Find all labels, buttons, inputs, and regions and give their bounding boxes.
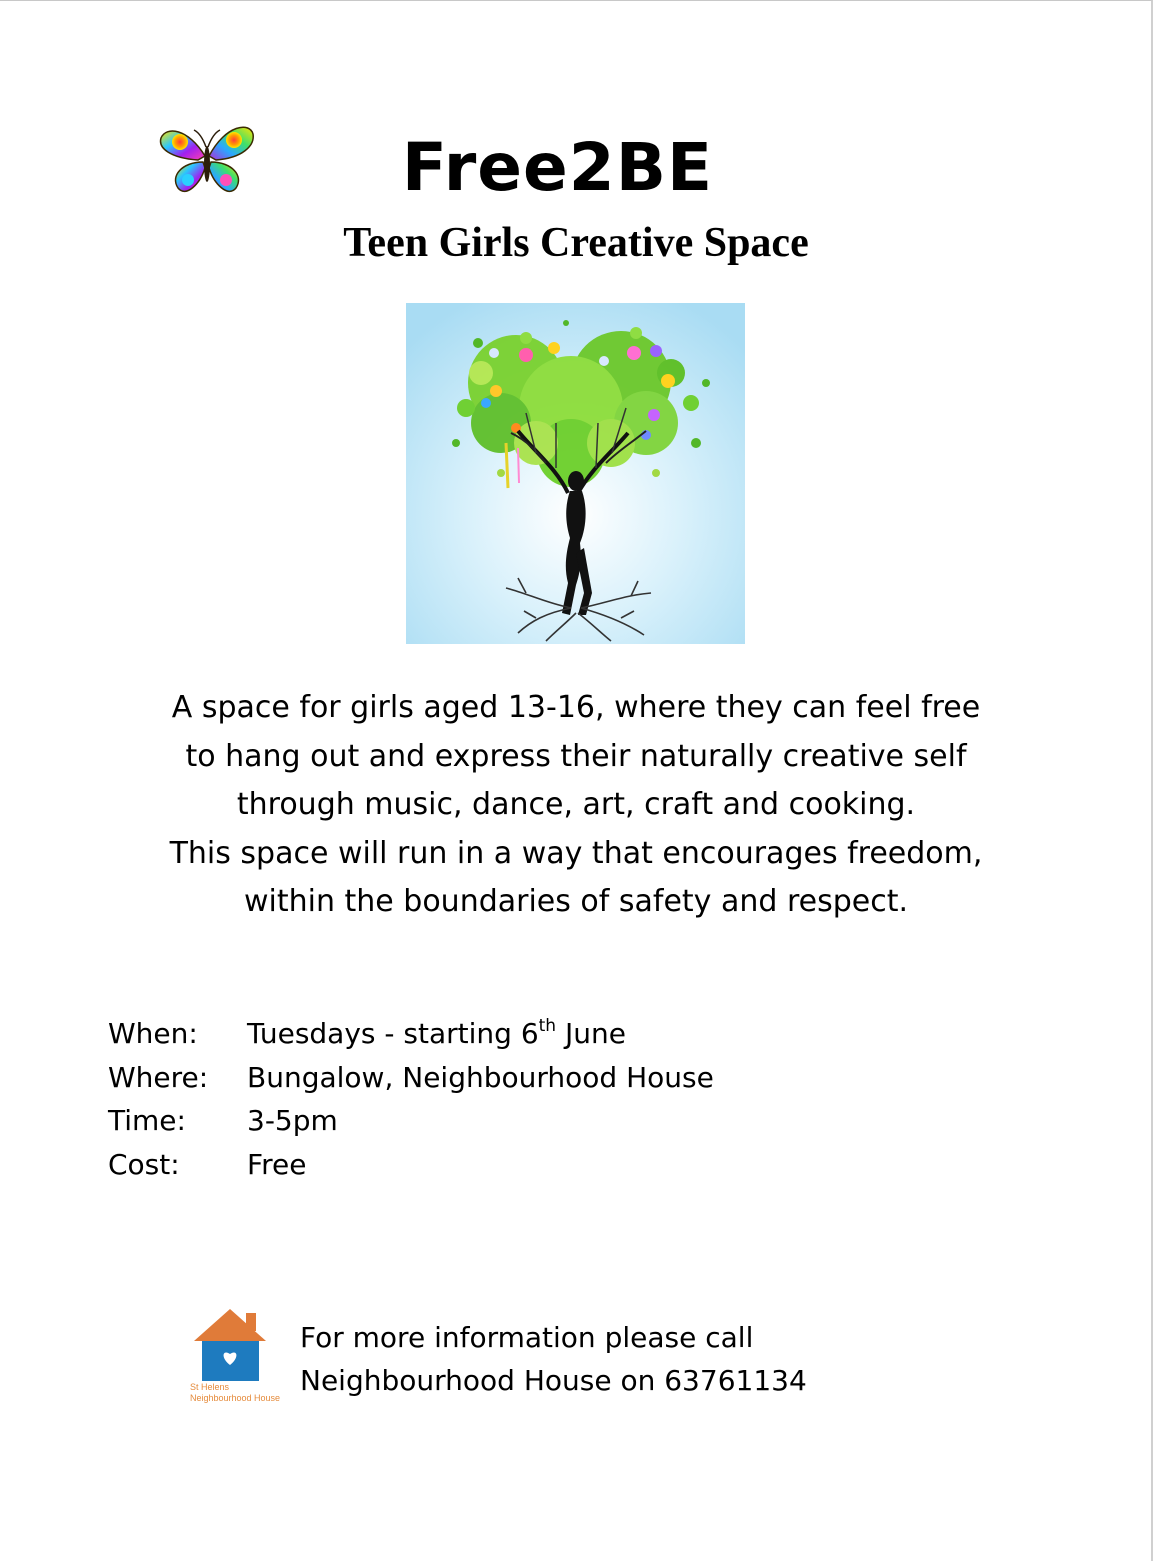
when-label: When: xyxy=(108,1017,198,1050)
detail-row-where xyxy=(108,1056,714,1100)
detail-row-when xyxy=(108,1012,714,1056)
contact-line2: Neighbourhood House on 63761134 xyxy=(300,1364,807,1397)
page-title: Free2BE xyxy=(401,129,714,206)
description-line: within the boundaries of safety and respect. xyxy=(243,884,908,919)
detail-row-cost xyxy=(108,1143,714,1187)
time-value: 3-5pm xyxy=(247,1104,338,1137)
logo-line2: Neighbourhood House xyxy=(190,1393,281,1403)
cost-label: Cost: xyxy=(108,1147,180,1181)
logo-line1: St Helens xyxy=(190,1382,230,1392)
page-subtitle: Teen Girls Creative Space xyxy=(343,220,809,266)
contact-line1: For more information please call xyxy=(300,1321,754,1354)
description-line: through music, dance, art, craft and cooking. xyxy=(236,787,916,822)
detail-row-time xyxy=(108,1099,714,1143)
logo-text xyxy=(190,1382,310,1404)
description-line: to hang out and express their naturally creative self xyxy=(185,738,967,774)
event-details xyxy=(108,1012,714,1186)
when-value-sup: th xyxy=(538,1015,557,1036)
when-value-suffix: June xyxy=(556,1017,626,1050)
tree-woman-icon xyxy=(406,303,745,644)
description-line: A space for girls aged 13-16, where they can feel free xyxy=(171,690,981,725)
where-label: Where: xyxy=(108,1060,209,1094)
contact-info xyxy=(300,1316,807,1402)
time-label: Time: xyxy=(108,1104,186,1137)
where-value: Bungalow, Neighbourhood House xyxy=(247,1060,714,1094)
description xyxy=(40,684,1112,927)
when-value xyxy=(247,1012,626,1056)
description-line: This space will run in a way that encourages freedom, xyxy=(169,835,983,871)
when-value-prefix: Tuesdays - starting 6 xyxy=(247,1017,539,1050)
cost-value: Free xyxy=(247,1147,307,1181)
